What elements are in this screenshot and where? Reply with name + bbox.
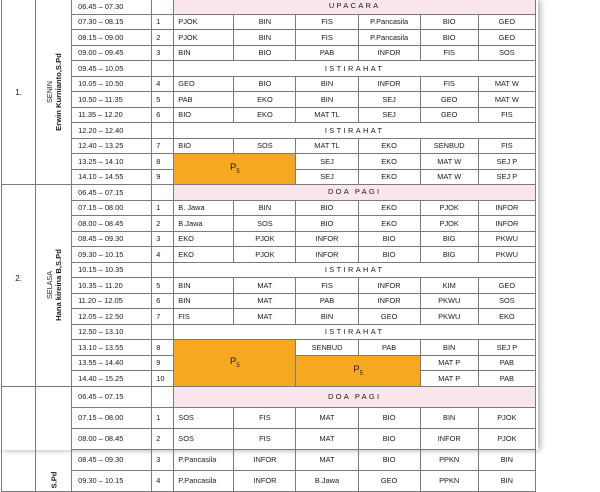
subject-cell: BIN bbox=[234, 14, 296, 30]
table-row bbox=[2, 185, 536, 201]
subject-cell: BIG bbox=[420, 247, 478, 263]
table-row bbox=[2, 61, 536, 77]
time-cell: 12.50 – 13.10 bbox=[72, 324, 152, 340]
subject-cell: EKO bbox=[358, 169, 420, 185]
subject-cell: MAT bbox=[296, 428, 358, 449]
subject-cell: BIO bbox=[358, 428, 420, 449]
subject-cell: PAB bbox=[478, 355, 535, 371]
subject-cell: MAT W bbox=[478, 92, 535, 108]
table-row bbox=[2, 216, 536, 232]
subject-cell: INFOR bbox=[358, 293, 420, 309]
subject-cell: FIS bbox=[296, 278, 358, 294]
subject-cell: MAT bbox=[234, 293, 296, 309]
subject-cell: PJOK bbox=[420, 216, 478, 232]
subject-cell: BIO bbox=[234, 76, 296, 92]
subject-cell: MAT bbox=[234, 278, 296, 294]
period-cell: 8 bbox=[152, 340, 174, 356]
period-cell: 3 bbox=[152, 449, 174, 470]
period-cell: 4 bbox=[152, 247, 174, 263]
p5-block: $P_5$ bbox=[296, 355, 420, 386]
subject-cell: SEJ bbox=[358, 107, 420, 123]
time-cell: 08.45 – 09.30 bbox=[72, 449, 152, 470]
subject-cell: B. Jawa bbox=[174, 200, 234, 216]
subject-cell: SEJ bbox=[296, 154, 358, 170]
time-cell: 09.45 – 10.05 bbox=[72, 61, 152, 77]
day-number: 1. bbox=[2, 0, 36, 185]
subject-cell: B.Jawa bbox=[296, 470, 358, 491]
period-cell: 1 bbox=[152, 14, 174, 30]
subject-cell: SOS bbox=[478, 45, 535, 61]
subject-cell: PAB bbox=[478, 371, 535, 387]
subject-cell: BIN bbox=[174, 293, 234, 309]
table-row bbox=[2, 200, 536, 216]
period-cell: 1 bbox=[152, 200, 174, 216]
subject-cell: MAT P bbox=[420, 355, 478, 371]
subject-cell: GEO bbox=[358, 309, 420, 325]
subject-cell: B.Jawa bbox=[174, 216, 234, 232]
table-row bbox=[2, 278, 536, 294]
subject-cell: BIO bbox=[358, 449, 420, 470]
subject-cell: PAB bbox=[296, 293, 358, 309]
subject-cell: BIN bbox=[478, 449, 535, 470]
time-cell: 10.50 – 11.35 bbox=[72, 92, 152, 108]
subject-cell: INFOR bbox=[358, 278, 420, 294]
period-cell: 2 bbox=[152, 216, 174, 232]
time-cell: 11.20 – 12.05 bbox=[72, 293, 152, 309]
subject-cell: FIS bbox=[296, 30, 358, 46]
doa-pagi-separator: DOA PAGI bbox=[174, 386, 536, 407]
period-cell bbox=[152, 185, 174, 201]
period-cell: 5 bbox=[152, 92, 174, 108]
day-name: SENIN bbox=[45, 80, 55, 103]
subject-cell: BIN bbox=[234, 200, 296, 216]
p5-block: $P_5$ bbox=[174, 154, 296, 185]
day-label-cell bbox=[36, 0, 72, 185]
istirahat-separator: ISTIRAHAT bbox=[174, 123, 536, 139]
time-cell: 06.45 – 07.15 bbox=[72, 386, 152, 407]
period-cell bbox=[152, 0, 174, 14]
time-cell: 10.35 – 11.20 bbox=[72, 278, 152, 294]
time-cell: 12.20 – 12.40 bbox=[72, 123, 152, 139]
day-number: 2. bbox=[2, 185, 36, 387]
subject-cell: GEO bbox=[174, 76, 234, 92]
subject-cell: PJOK bbox=[234, 247, 296, 263]
subject-cell: PAB bbox=[296, 45, 358, 61]
period-cell: 2 bbox=[152, 30, 174, 46]
subject-cell: MAT bbox=[234, 309, 296, 325]
subject-cell: SENBUD bbox=[420, 138, 478, 154]
day-number bbox=[2, 386, 36, 492]
day-label-cell bbox=[36, 185, 72, 387]
subject-cell: P.Pancasila bbox=[174, 470, 234, 491]
time-cell: 10.05 – 10.50 bbox=[72, 76, 152, 92]
subject-cell: GEO bbox=[420, 107, 478, 123]
subject-cell: MAT TL bbox=[296, 138, 358, 154]
teacher-name: Erwin Kurnianto,S.Pd bbox=[54, 52, 64, 131]
istirahat-separator: ISTIRAHAT bbox=[174, 61, 536, 77]
subject-cell: FIS bbox=[174, 309, 234, 325]
subject-cell: PKWU bbox=[478, 231, 535, 247]
subject-cell: FIS bbox=[478, 138, 535, 154]
table-row bbox=[2, 293, 536, 309]
subject-cell: FIS bbox=[296, 14, 358, 30]
subject-cell: FIS bbox=[478, 107, 535, 123]
time-cell: 08.00 – 08.45 bbox=[72, 216, 152, 232]
subject-cell: INFOR bbox=[478, 200, 535, 216]
period-cell: 6 bbox=[152, 107, 174, 123]
table-row bbox=[2, 231, 536, 247]
table-row bbox=[2, 407, 536, 428]
subject-cell: BIO bbox=[296, 200, 358, 216]
period-cell: 6 bbox=[152, 293, 174, 309]
period-cell: 4 bbox=[152, 76, 174, 92]
table-row bbox=[2, 76, 536, 92]
period-cell: 2 bbox=[152, 428, 174, 449]
table-row bbox=[2, 30, 536, 46]
subject-cell: GEO bbox=[478, 278, 535, 294]
time-cell: 08.00 – 08.45 bbox=[72, 428, 152, 449]
table-row bbox=[2, 340, 536, 356]
table-row bbox=[2, 309, 536, 325]
subject-cell: PJOK bbox=[420, 200, 478, 216]
subject-cell: SOS bbox=[174, 428, 234, 449]
period-cell bbox=[152, 262, 174, 278]
time-cell: 10.15 – 10.35 bbox=[72, 262, 152, 278]
subject-cell: BIO bbox=[234, 45, 296, 61]
subject-cell: BIG bbox=[420, 231, 478, 247]
period-cell: 3 bbox=[152, 231, 174, 247]
subject-cell: BIN bbox=[420, 340, 478, 356]
table-row bbox=[2, 92, 536, 108]
subject-cell: BIO bbox=[174, 138, 234, 154]
subject-cell: P.Pancasila bbox=[358, 14, 420, 30]
time-cell: 06.45 – 07.15 bbox=[72, 185, 152, 201]
time-cell: 08.15 – 09.00 bbox=[72, 30, 152, 46]
subject-cell: INFOR bbox=[358, 76, 420, 92]
subject-cell: BIN bbox=[478, 470, 535, 491]
subject-cell: MAT W bbox=[420, 154, 478, 170]
subject-cell: EKO bbox=[358, 138, 420, 154]
subject-cell: BIO bbox=[358, 247, 420, 263]
subject-cell: SEJ bbox=[358, 92, 420, 108]
subject-cell: EKO bbox=[234, 92, 296, 108]
subject-cell: PKWU bbox=[478, 247, 535, 263]
subject-cell: BIO bbox=[420, 14, 478, 30]
time-cell: 07.15 – 08.00 bbox=[72, 407, 152, 428]
period-cell: 4 bbox=[152, 470, 174, 491]
subject-cell: EKO bbox=[234, 107, 296, 123]
subject-cell: SEJ bbox=[296, 169, 358, 185]
subject-cell: BIN bbox=[296, 76, 358, 92]
subject-cell: FIS bbox=[234, 407, 296, 428]
subject-cell: P.Pancasila bbox=[358, 30, 420, 46]
table-row bbox=[2, 324, 536, 340]
subject-cell: MAT P bbox=[420, 371, 478, 387]
subject-cell: INFOR bbox=[358, 45, 420, 61]
table-row bbox=[2, 45, 536, 61]
subject-cell: BIN bbox=[234, 30, 296, 46]
subject-cell: PJOK bbox=[174, 14, 234, 30]
subject-cell: BIO bbox=[358, 231, 420, 247]
day-name: SELASA bbox=[45, 271, 55, 300]
period-cell: 7 bbox=[152, 309, 174, 325]
subject-cell: PKWU bbox=[420, 309, 478, 325]
subject-cell: EKO bbox=[478, 309, 535, 325]
subject-cell: GEO bbox=[420, 92, 478, 108]
subject-cell: EKO bbox=[174, 247, 234, 263]
subject-cell: PAB bbox=[358, 340, 420, 356]
period-cell bbox=[152, 61, 174, 77]
subject-cell: GEO bbox=[478, 14, 535, 30]
table-row bbox=[2, 470, 536, 491]
subject-cell: SEJ P bbox=[478, 340, 535, 356]
subject-cell: MAT W bbox=[478, 76, 535, 92]
subject-cell: SOS bbox=[234, 138, 296, 154]
time-cell: 14.40 – 15.25 bbox=[72, 371, 152, 387]
table-row bbox=[2, 386, 536, 407]
period-cell: 1 bbox=[152, 407, 174, 428]
period-cell bbox=[152, 386, 174, 407]
subject-cell: BIO bbox=[420, 30, 478, 46]
subject-cell: MAT bbox=[296, 407, 358, 428]
time-cell: 09.30 – 10.15 bbox=[72, 470, 152, 491]
table-row bbox=[2, 262, 536, 278]
time-cell: 06.45 – 07.30 bbox=[72, 0, 152, 14]
subject-cell: INFOR bbox=[420, 428, 478, 449]
subject-cell: FIS bbox=[420, 45, 478, 61]
subject-cell: PJOK bbox=[478, 428, 535, 449]
istirahat-separator: ISTIRAHAT bbox=[174, 262, 536, 278]
subject-cell: PAB bbox=[174, 92, 234, 108]
subject-cell: SOS bbox=[234, 216, 296, 232]
period-cell: 5 bbox=[152, 278, 174, 294]
table-row bbox=[2, 138, 536, 154]
subject-cell: BIO bbox=[296, 216, 358, 232]
subject-cell: SOS bbox=[174, 407, 234, 428]
time-cell: 08.45 – 09.30 bbox=[72, 231, 152, 247]
subject-cell: BIN bbox=[296, 92, 358, 108]
subject-cell: INFOR bbox=[296, 247, 358, 263]
subject-cell: MAT TL bbox=[296, 107, 358, 123]
time-cell: 07.30 – 08.15 bbox=[72, 14, 152, 30]
subject-cell: KIM bbox=[420, 278, 478, 294]
subject-cell: BIN bbox=[296, 309, 358, 325]
time-cell: 12.05 – 12.50 bbox=[72, 309, 152, 325]
period-cell: 9 bbox=[152, 355, 174, 371]
subject-cell: EKO bbox=[358, 200, 420, 216]
subject-cell: PJOK bbox=[174, 30, 234, 46]
time-cell: 13.55 – 14.40 bbox=[72, 355, 152, 371]
subject-cell: INFOR bbox=[234, 470, 296, 491]
subject-cell: PJOK bbox=[234, 231, 296, 247]
period-cell: 9 bbox=[152, 169, 174, 185]
subject-cell: PKWU bbox=[420, 293, 478, 309]
subject-cell: EKO bbox=[174, 231, 234, 247]
table-row bbox=[2, 14, 536, 30]
time-cell: 11.35 – 12.20 bbox=[72, 107, 152, 123]
subject-cell: INFOR bbox=[478, 216, 535, 232]
day-label-cell bbox=[36, 386, 72, 492]
time-cell: 12.40 – 13.25 bbox=[72, 138, 152, 154]
period-cell: 7 bbox=[152, 138, 174, 154]
teacher-name: Hana kireina B,S.Pd bbox=[54, 249, 64, 322]
subject-cell: FIS bbox=[234, 428, 296, 449]
doa-pagi-separator: DOA PAGI bbox=[174, 185, 536, 201]
period-cell: 8 bbox=[152, 154, 174, 170]
subject-cell: SOS bbox=[478, 293, 535, 309]
time-cell: 13.10 – 13.55 bbox=[72, 340, 152, 356]
table-row bbox=[2, 247, 536, 263]
subject-cell: EKO bbox=[358, 154, 420, 170]
subject-cell: BIN bbox=[174, 278, 234, 294]
period-cell: 10 bbox=[152, 371, 174, 387]
subject-cell: MAT W bbox=[420, 169, 478, 185]
subject-cell: BIO bbox=[358, 407, 420, 428]
subject-cell: EKO bbox=[358, 216, 420, 232]
time-cell: 09.00 – 09.45 bbox=[72, 45, 152, 61]
table-row bbox=[2, 449, 536, 470]
subject-cell: GEO bbox=[478, 30, 535, 46]
subject-cell: INFOR bbox=[234, 449, 296, 470]
teacher-name: S.Pd bbox=[49, 471, 59, 489]
subject-cell: BIN bbox=[420, 407, 478, 428]
subject-cell: P.Pancasila bbox=[174, 449, 234, 470]
table-row bbox=[2, 107, 536, 123]
table-row bbox=[2, 428, 536, 449]
subject-cell: INFOR bbox=[296, 231, 358, 247]
period-cell bbox=[152, 324, 174, 340]
subject-cell: PPKN bbox=[420, 470, 478, 491]
time-cell: 07.15 – 08.00 bbox=[72, 200, 152, 216]
subject-cell: SEJ P bbox=[478, 154, 535, 170]
upacara-separator: UPACARA bbox=[174, 0, 536, 14]
time-cell: 09.30 – 10.15 bbox=[72, 247, 152, 263]
time-cell: 14.10 – 14.55 bbox=[72, 169, 152, 185]
period-cell bbox=[152, 123, 174, 139]
table-row bbox=[2, 123, 536, 139]
table-row bbox=[2, 0, 536, 14]
subject-cell: BIN bbox=[174, 45, 234, 61]
istirahat-separator: ISTIRAHAT bbox=[174, 324, 536, 340]
subject-cell: BIO bbox=[174, 107, 234, 123]
subject-cell: GEO bbox=[358, 470, 420, 491]
subject-cell: SENBUD bbox=[296, 340, 358, 356]
subject-cell: SEJ P bbox=[478, 169, 535, 185]
subject-cell: PPKN bbox=[420, 449, 478, 470]
subject-cell: MAT bbox=[296, 449, 358, 470]
subject-cell: FIS bbox=[420, 76, 478, 92]
period-cell: 3 bbox=[152, 45, 174, 61]
schedule-table bbox=[1, 0, 536, 492]
time-cell: 13.25 – 14.10 bbox=[72, 154, 152, 170]
subject-cell: PJOK bbox=[478, 407, 535, 428]
p5-block: $P_5$ bbox=[174, 340, 296, 387]
table-row bbox=[2, 154, 536, 170]
